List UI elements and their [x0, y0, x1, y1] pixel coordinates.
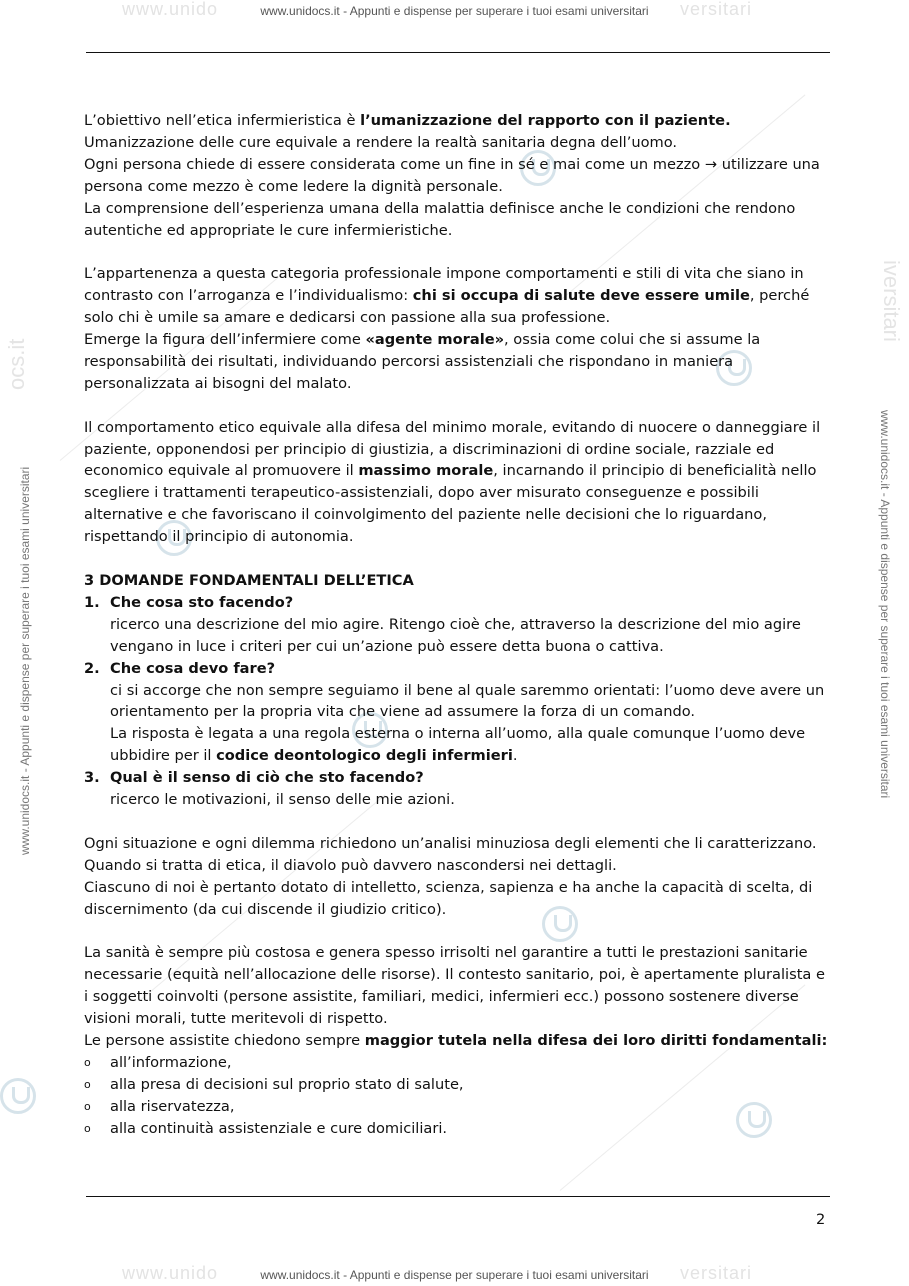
right-side-watermark: www.unidocs.it - Appunti e dispense per superare i tuoi esami universitari [878, 410, 892, 799]
paragraph-umanizzazione: L’obiettivo nell’etica infermieristica è l’umanizzazione del rapporto con il paziente. Umanizzazione delle cure equivale a rendere la realtà sanitaria degna dell’uomo. Ogni persona chiede di essere considerata come un fine in sé e mai come un mezzo → utilizzare una persona come mezzo è come ledere la dignità personale. La comprensione dell’esperienza umana della malattia definisce anche le condizioni che rendono autentiche ed appropriate le cure infermieristiche. [84, 112, 820, 239]
paragraph-agente-morale: L’appartenenza a questa categoria professionale impone comportamenti e stili di vita che siano in contrasto con l’arroganza e l’individualismo: chi si occupa di salute deve essere umile, perché solo chi è umile sa amare e dedicarsi con passione alla sua professione. Emerge la figura dell’infermiere come «agente morale», ossia come colui che si assume la responsabilità dei risultati, individuando percorsi assistenziali che rispondano in maniera personalizzata ai bisogni del malato. [84, 265, 810, 392]
question-item: 1. Che cosa sto facendo? [84, 593, 294, 611]
paragraph-sanita: La sanità è sempre più costosa e genera spesso irrisolti nel garantire a tutti le prestazioni sanitarie necessarie (equità nell’allocazione delle risorse). Il contesto sanitario, poi, è apertamente pluralista e i soggetti coinvolti (persone assistite, familiari, medici, infermieri ecc.) possono sostenere diverse visioni morali, tutte meritevoli di rispetto. Le persone assistite chiedono sempre maggior tutela nella difesa dei loro diritti fondamentali: o all’informazione, o alla presa di decisioni sul proprio stato di salute, o alla riservatezza, o alla continuità assistenziale e cure domiciliari. [84, 942, 832, 1139]
bullet-icon: o [84, 1055, 91, 1069]
bullet-icon: o [84, 1077, 91, 1091]
right-side-ghost: iversitari [879, 260, 904, 342]
rights-list [84, 1052, 832, 1140]
list-item: o alla presa di decisioni sul proprio stato di salute, [84, 1074, 832, 1096]
footer-ghost-left: www.unido [122, 1263, 219, 1283]
document-body [84, 110, 832, 1140]
footer-rule [86, 1196, 830, 1197]
section-heading: 3 DOMANDE FONDAMENTALI DELL’ETICA [84, 571, 414, 589]
section-domande: 3 DOMANDE FONDAMENTALI DELL’ETICA 1. Che cosa sto facendo? ricerco una descrizione del mio agire. Ritengo cioè che, attraverso la descrizione del mio agire vengano in luce i criteri per cui un’azione può essere detta buona o cattiva. 2. Che cosa devo fare? ci si accorge che non sempre seguiamo il bene al quale saremmo orientati: l’uomo deve avere un orientamento per la propria vita che viene ad assumere la forza di un comando. La risposta è legata a una regola esterna o interna all’uomo, alla quale comunque l’uomo deve ubbidire per il codice deontologico degli infermieri. 3. Qual è il senso di ciò che sto facendo? ricerco le motivazioni, il senso delle mie azioni. [84, 570, 832, 811]
left-side-ghost: ocs.it [4, 338, 29, 390]
paragraph-comportamento-etico: Il comportamento etico equivale alla difesa del minimo morale, evitando di nuocere o danneggiare il paziente, opponendosi per principio di giustizia, a discriminazioni di ordine sociale, razziale ed economico equivale al promuovere il massimo morale, incarnando il principio di beneficialità nello scegliere i trattamenti terapeutico-assistenziali, dopo aver misurato conseguenze e possibili alternative e che favoriscano il coinvolgimento del paziente nelle decisioni che lo riguardano, rispettando il principio di autonomia. [84, 418, 821, 546]
watermark-logo-icon [0, 1078, 36, 1114]
footer-watermark [0, 1263, 909, 1283]
paragraph-dilemma: Ogni situazione e ogni dilemma richiedono un’analisi minuziosa degli elementi che li caratterizzano. Quando si tratta di etica, il diavolo può davvero nascondersi nei dettagli. Ciascuno di noi è pertanto dotato di intelletto, scienza, sapienza e ha anche la capacità di scelta, di discernimento (da cui discende il giudizio critico). [84, 834, 817, 918]
header-watermark [0, 0, 909, 19]
list-item: o alla continuità assistenziale e cure domiciliari. [84, 1118, 832, 1140]
question-item: 3. Qual è il senso di ciò che sto facendo? [84, 769, 424, 787]
list-item: o all’informazione, [84, 1052, 832, 1074]
footer-watermark-text: www.unidocs.it - Appunti e dispense per superare i tuoi esami universitari [260, 1268, 649, 1282]
footer-ghost-right: versitari [680, 1263, 753, 1283]
header-watermark-text: www.unidocs.it - Appunti e dispense per superare i tuoi esami universitari [260, 4, 649, 18]
question-item: 2. Che cosa devo fare? [84, 659, 276, 677]
header-ghost-right: versitari [680, 0, 753, 19]
page-number: 2 [816, 1211, 826, 1228]
left-side-watermark: www.unidocs.it - Appunti e dispense per superare i tuoi esami universitari [18, 466, 32, 855]
bullet-icon: o [84, 1121, 91, 1135]
header-rule [86, 52, 830, 53]
header-ghost-left: www.unido [122, 0, 219, 19]
list-item: o alla riservatezza, [84, 1096, 832, 1118]
bullet-icon: o [84, 1099, 91, 1113]
